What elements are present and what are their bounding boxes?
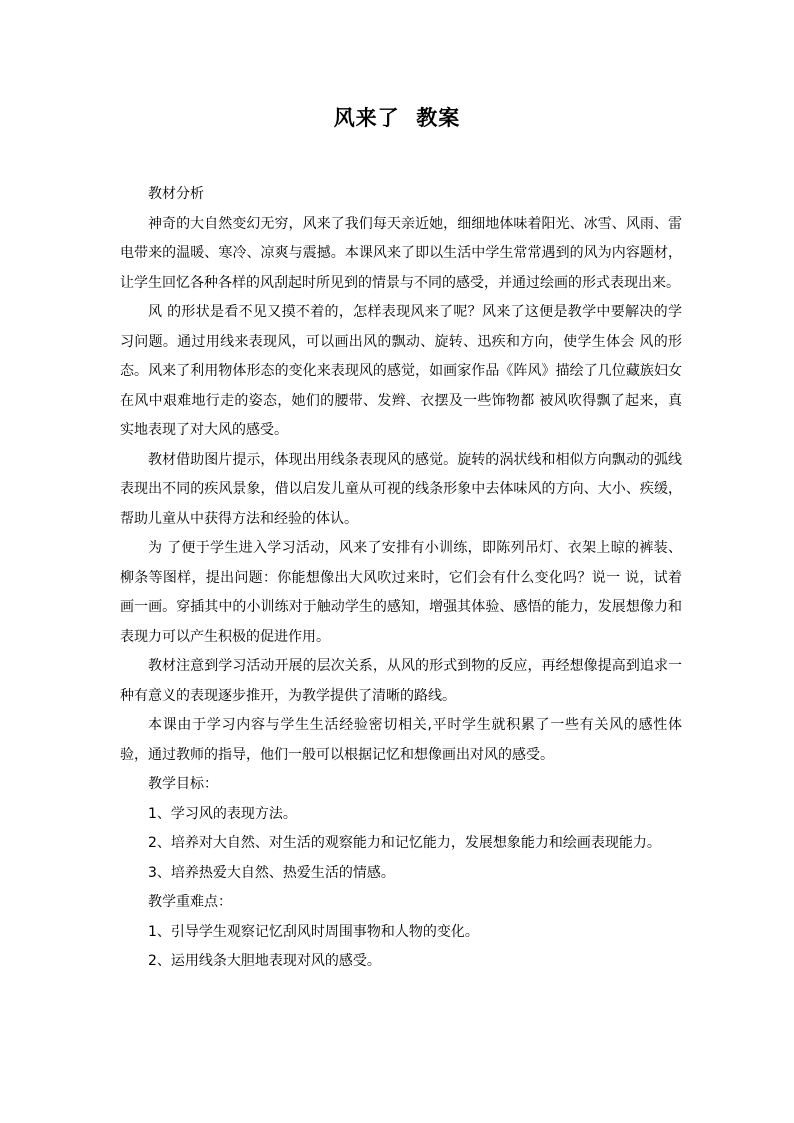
paragraph: 为 了便于学生进入学习活动，风来了安排有小训练，即陈列吊灯、衣架上晾的裤装、柳条等图样，提出问题：你能想像出大风吹过来时，它们会有什么变化吗？说一 说，试着画一画。穿插其中的小训练对于触动学生的感知，增强其体验、感悟的能力，发展想像力和表现力可以产生积极的促进作用。	[120, 540, 682, 645]
section-heading-key-points: 教学重难点：	[148, 894, 232, 910]
section-heading-analysis: 教材分析	[148, 186, 204, 202]
paragraph: 教材注意到学习活动开展的层次关系，从风的形式到物的反应，再经想像提高到追求一种有意义的表现逐步推开，为教学提供了清晰的路线。	[120, 658, 682, 704]
paragraph: 本课由于学习内容与学生生活经验密切相关,平时学生就积累了一些有关风的感性体验，通过教师的指导，他们一般可以根据记忆和想像画出对风的感受。	[120, 717, 682, 763]
document-body	[120, 180, 682, 977]
section-heading-goals: 教学目标：	[148, 776, 218, 792]
list-item: 2、运用线条大胆地表现对风的感受。	[148, 953, 381, 969]
paragraph: 风 的形状是看不见又摸不着的，怎样表现风来了呢？风来了这便是教学中要解决的学习问题。通过用线来表现风，可以画出风的飘动、旋转、迅疾和方向，使学生体会 风的形态。风来了利用物体形态的变化来表现风的感觉，如画家作品《阵风》描绘了几位藏族妇女在风中艰难地行走的姿态，她们的腰带、发辫、衣摆及一些饰物都 被风吹得飘了起来，真实地表现了对大风的感受。	[120, 304, 682, 438]
list-item: 1、学习风的表现方法。	[148, 805, 297, 822]
list-item: 2、培养对大自然、对生活的观察能力和记忆能力，发展想象能力和绘画表现能力。	[148, 835, 661, 851]
list-item: 3、培养热爱大自然、热爱生活的情感。	[148, 864, 395, 881]
list-item: 1、引导学生观察记忆刮风时周围事物和人物的变化。	[148, 923, 479, 940]
document-title: 风来了 教案	[333, 105, 461, 130]
paragraph: 神奇的大自然变幻无穷，风来了我们每天亲近她，细细地体味着阳光、冰雪、风雨、雷电带来的温暖、寒冷、凉爽与震撼。本课风来了即以生活中学生常常遇到的风为内容题材，让学生回忆各种各样的风刮起时所见到的情景与不同的感受，并通过绘画的形式表现出来。	[120, 215, 682, 291]
paragraph: 教材借助图片提示，体现出用线条表现风的感觉。旋转的涡状线和相似方向飘动的弧线表现出不同的疾风景象，借以启发儿童从可视的线条形象中去体味风的方向、大小、疾缓，帮助儿童从中获得方法和经验的体认。	[120, 451, 682, 527]
